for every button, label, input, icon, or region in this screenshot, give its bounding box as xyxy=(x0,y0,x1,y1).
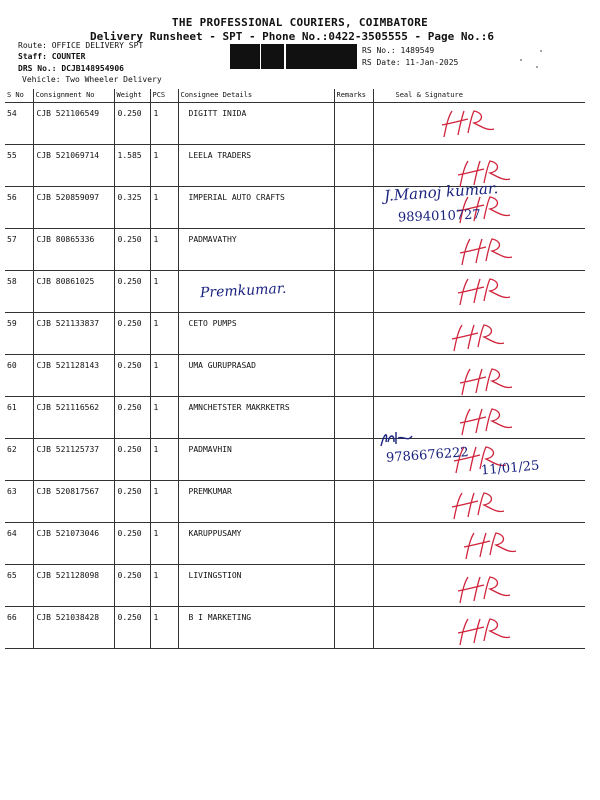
cell-weight: 0.250 xyxy=(114,103,150,145)
handwritten-phone-row56: 9894010727 xyxy=(397,207,481,226)
cell-consignee: KARUPPUSAMY xyxy=(178,523,334,565)
cell-sno: 57 xyxy=(5,229,33,271)
signature-mark xyxy=(454,615,514,647)
table-row xyxy=(5,271,585,313)
table-row xyxy=(5,565,585,607)
cell-remarks xyxy=(334,355,373,397)
company-title: THE PROFESSIONAL COURIERS, COIMBATORE xyxy=(171,16,429,29)
cell-weight: 0.250 xyxy=(114,229,150,271)
table-row xyxy=(5,313,585,355)
cell-weight: 0.250 xyxy=(114,271,150,313)
signature-mark xyxy=(448,489,508,521)
cell-consignee: DIGITT INIDA xyxy=(178,103,334,145)
table-row xyxy=(5,229,585,271)
cell-pcs: 1 xyxy=(150,145,178,187)
cell-sno: 56 xyxy=(5,187,33,229)
cell-sno: 54 xyxy=(5,103,33,145)
cell-consignee: LEELA TRADERS xyxy=(178,145,334,187)
cell-consignment-no: CJB 521128098 xyxy=(33,565,114,607)
cell-sno: 66 xyxy=(5,607,33,649)
handwritten-phone-row62: 9786676222 xyxy=(385,445,470,466)
cell-weight: 0.250 xyxy=(114,607,150,649)
cell-weight: 0.250 xyxy=(114,397,150,439)
signature-mark xyxy=(438,107,498,139)
signature-mark xyxy=(448,321,508,353)
cell-pcs: 1 xyxy=(150,481,178,523)
col-header-pcs: PCS xyxy=(150,89,178,103)
cell-signature xyxy=(373,523,585,565)
table-header-row xyxy=(5,89,585,103)
cell-signature xyxy=(373,607,585,649)
cell-signature xyxy=(373,313,585,355)
runsheet-table xyxy=(5,89,585,649)
cell-pcs: 1 xyxy=(150,103,178,145)
cell-remarks xyxy=(334,145,373,187)
cell-consignment-no: CJB 521116562 xyxy=(33,397,114,439)
cell-remarks xyxy=(334,103,373,145)
cell-weight: 0.250 xyxy=(114,313,150,355)
cell-pcs: 1 xyxy=(150,397,178,439)
cell-sno: 64 xyxy=(5,523,33,565)
cell-consignment-no: CJB 521125737 xyxy=(33,439,114,481)
handwritten-name-row56: J.Manoj kumar. xyxy=(383,179,499,205)
cell-signature xyxy=(373,271,585,313)
cell-remarks xyxy=(334,481,373,523)
cell-consignment-no: CJB 521073046 xyxy=(33,523,114,565)
handwritten-name-row58: Premkumar. xyxy=(199,280,287,302)
cell-weight: 0.250 xyxy=(114,439,150,481)
signature-mark xyxy=(454,275,514,307)
cell-weight: 0.250 xyxy=(114,355,150,397)
cell-signature xyxy=(373,103,585,145)
staff-label: Staff: COUNTER xyxy=(18,52,86,61)
signature-mark xyxy=(460,529,520,561)
signature-mark xyxy=(456,365,516,397)
cell-sno: 59 xyxy=(5,313,33,355)
col-header-signature: Seal & Signature xyxy=(373,89,585,103)
table-row xyxy=(5,481,585,523)
cell-pcs: 1 xyxy=(150,229,178,271)
cell-consignee: AMNCHETSTER MAKRKETRS xyxy=(178,397,334,439)
cell-consignee: IMPERIAL AUTO CRAFTS xyxy=(178,187,334,229)
cell-pcs: 1 xyxy=(150,565,178,607)
col-header-weight: Weight xyxy=(114,89,150,103)
signature-mark xyxy=(456,405,516,437)
cell-consignment-no: CJB 521106549 xyxy=(33,103,114,145)
cell-consignee: LIVINGSTION xyxy=(178,565,334,607)
cell-weight: 0.250 xyxy=(114,523,150,565)
signature-mark xyxy=(456,235,516,267)
cell-consignment-no: CJB 80865336 xyxy=(33,229,114,271)
cell-consignee: UMA GURUPRASAD xyxy=(178,355,334,397)
vehicle-label: Vehicle: Two Wheeler Delivery xyxy=(22,75,162,84)
barcode-image xyxy=(229,44,357,69)
cell-weight: 0.250 xyxy=(114,565,150,607)
cell-pcs: 1 xyxy=(150,439,178,481)
runsheet-subtitle: Delivery Runsheet - SPT - Phone No.:0422-3505555 - Page No.:6 xyxy=(90,30,494,43)
cell-remarks xyxy=(334,397,373,439)
handwritten-date-row62: 11/01/25 xyxy=(480,458,540,479)
cell-consignee: PADMAVATHY xyxy=(178,229,334,271)
cell-sno: 60 xyxy=(5,355,33,397)
cell-pcs: 1 xyxy=(150,271,178,313)
rs-date: RS Date: 11-Jan-2025 xyxy=(362,58,459,67)
cell-pcs: 1 xyxy=(150,313,178,355)
cell-remarks xyxy=(334,523,373,565)
table-row xyxy=(5,397,585,439)
cell-sno: 58 xyxy=(5,271,33,313)
rs-number: RS No.: 1489549 xyxy=(362,46,435,55)
col-header-remarks: Remarks xyxy=(334,89,373,103)
cell-sno: 55 xyxy=(5,145,33,187)
cell-consignment-no: CJB 80861025 xyxy=(33,271,114,313)
cell-signature xyxy=(373,481,585,523)
scan-speck xyxy=(540,50,542,52)
cell-signature xyxy=(373,355,585,397)
col-header-consignment: Consignment No xyxy=(33,89,114,103)
cell-remarks xyxy=(334,313,373,355)
cell-consignment-no: CJB 521133837 xyxy=(33,313,114,355)
cell-remarks xyxy=(334,439,373,481)
cell-sno: 61 xyxy=(5,397,33,439)
col-header-consignee: Consignee Details xyxy=(178,89,334,103)
cell-sno: 62 xyxy=(5,439,33,481)
scan-speck xyxy=(520,59,522,61)
cell-sno: 63 xyxy=(5,481,33,523)
cell-consignee: PADMAVHIN xyxy=(178,439,334,481)
cell-remarks xyxy=(334,187,373,229)
cell-consignment-no: CJB 520859097 xyxy=(33,187,114,229)
table-row xyxy=(5,607,585,649)
cell-pcs: 1 xyxy=(150,523,178,565)
handwritten-initial-row62 xyxy=(378,428,414,450)
cell-consignment-no: CJB 521038428 xyxy=(33,607,114,649)
table-row xyxy=(5,523,585,565)
cell-consignee: PREMKUMAR xyxy=(178,481,334,523)
cell-signature xyxy=(373,565,585,607)
cell-remarks xyxy=(334,271,373,313)
cell-remarks xyxy=(334,229,373,271)
cell-weight: 0.325 xyxy=(114,187,150,229)
table-row xyxy=(5,355,585,397)
cell-consignee: CETO PUMPS xyxy=(178,313,334,355)
signature-mark xyxy=(454,573,514,605)
table-row xyxy=(5,145,585,187)
table-row xyxy=(5,103,585,145)
cell-remarks xyxy=(334,565,373,607)
col-header-sno: S No xyxy=(5,89,33,103)
scan-speck xyxy=(536,66,538,68)
cell-consignment-no: CJB 521069714 xyxy=(33,145,114,187)
cell-sno: 65 xyxy=(5,565,33,607)
cell-weight: 1.585 xyxy=(114,145,150,187)
drs-number: DRS No.: DCJB148954906 xyxy=(18,64,124,73)
cell-pcs: 1 xyxy=(150,355,178,397)
cell-signature xyxy=(373,229,585,271)
cell-consignment-no: CJB 520817567 xyxy=(33,481,114,523)
cell-consignment-no: CJB 521128143 xyxy=(33,355,114,397)
cell-consignee: B I MARKETING xyxy=(178,607,334,649)
cell-pcs: 1 xyxy=(150,607,178,649)
cell-pcs: 1 xyxy=(150,187,178,229)
cell-remarks xyxy=(334,607,373,649)
route-label: Route: OFFICE DELIVERY SPT xyxy=(18,41,144,50)
cell-weight: 0.250 xyxy=(114,481,150,523)
